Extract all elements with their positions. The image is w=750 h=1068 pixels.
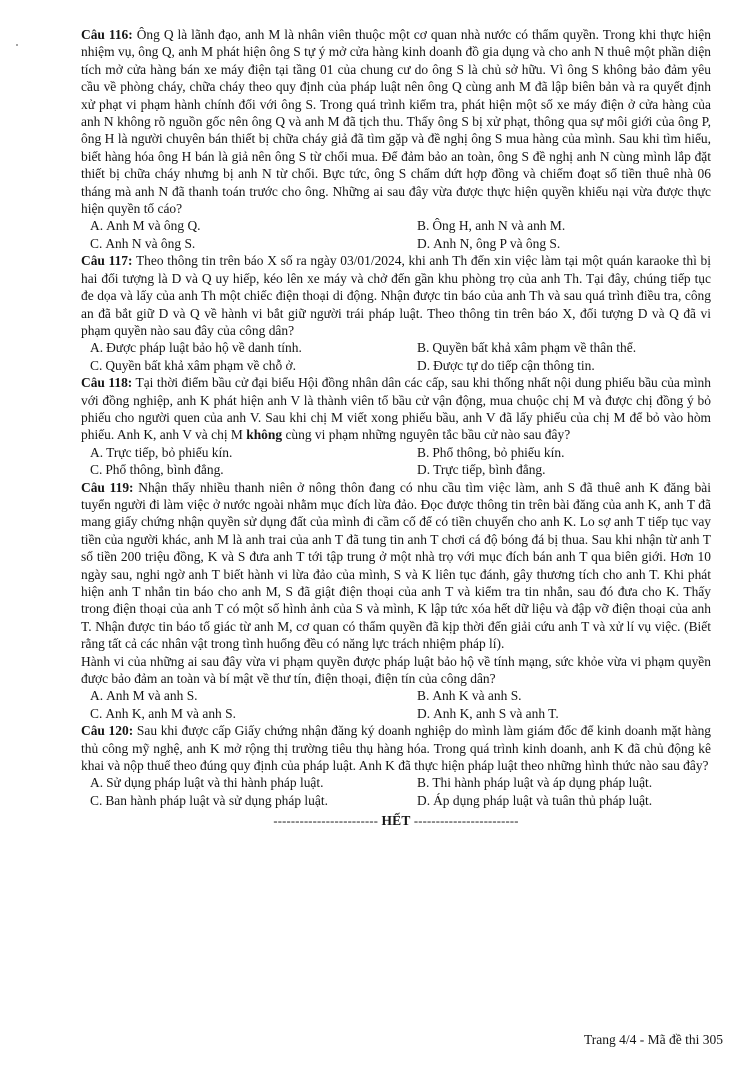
option-b[interactable]	[408, 444, 711, 461]
option-letter: B.	[417, 340, 430, 356]
question-number: Câu 117:	[81, 253, 133, 269]
question-number: Câu 120:	[81, 723, 134, 739]
option-text: Thi hành pháp luật và áp dụng pháp luật.	[432, 775, 653, 791]
option-d[interactable]	[408, 357, 711, 374]
option-letter: A.	[90, 218, 104, 234]
option-text: Áp dụng pháp luật và tuân thủ pháp luật.	[433, 792, 653, 808]
answer-options	[81, 339, 711, 374]
option-c[interactable]	[81, 235, 408, 252]
option-text: Trực tiếp, bình đẳng.	[433, 462, 546, 478]
option-letter: C.	[90, 462, 103, 478]
question-119	[81, 479, 711, 723]
option-letter: B.	[417, 775, 430, 791]
scan-dot	[16, 44, 18, 46]
option-letter: A.	[90, 688, 104, 704]
option-c[interactable]	[81, 357, 408, 374]
option-d[interactable]	[408, 461, 711, 478]
option-letter: D.	[417, 705, 431, 721]
option-text: Anh M và ông Q.	[106, 218, 201, 234]
answer-options	[81, 444, 711, 479]
option-b[interactable]	[408, 687, 711, 704]
end-label: HẾT	[381, 813, 411, 829]
option-a[interactable]	[81, 774, 408, 791]
end-marker	[81, 812, 711, 830]
option-text: Được tự do tiếp cận thông tin.	[433, 357, 595, 373]
option-d[interactable]	[408, 705, 711, 722]
answer-options	[81, 217, 711, 252]
option-letter: A.	[90, 340, 104, 356]
option-a[interactable]	[81, 687, 408, 704]
question-120	[81, 722, 711, 809]
negation-emphasis: không	[246, 427, 283, 443]
option-text: Anh N, ông P và ông S.	[433, 235, 561, 251]
question-text: Ông Q là lãnh đạo, anh M là nhân viên thuộc một cơ quan nhà nước có thẩm quyền. Trong khi thực hiện nhiệm vụ, ông Q, anh M phát hiện ông S tự ý mở cửa hàng kinh doanh đồ gia dụng và cho anh N thuê một phần diện tích mở cửa hàng bán xe máy điện tại tầng 01 của chung cư do ông S là chủ sở hữu. Vì ông S không bảo đảm yêu cầu về phòng cháy, chữa cháy theo quy định của pháp luật nên ông Q cùng anh M đã lập biên bản và ra quyết định xử phạt vi phạm hành chính đối với ông S. Trong quá trình kiểm tra, phát hiện một số xe máy điện ở cửa hàng của anh N không rõ nguồn gốc nên ông Q và anh M đã tịch thu. Thấy ông S bị xử phạt, thông qua sự môi giới của ông P, ông H là người chuyên bán thiết bị chữa cháy giả đã tìm gặp và đề nghị ông S mua hàng của mình. Sau khi tìm hiểu, biết hàng hóa ông H bán là giả nên ông S từ chối mua. Để đảm bảo an toàn, ông S đề nghị anh N cùng mình lắp đặt thiết bị chữa cháy nhưng bị anh N từ chối. Bực tức, ông S chấm dứt hợp đồng và chiếm đoạt số tiền thuê nhà 06 tháng mà anh N đã thanh toán trước cho ông. Những ai sau đây vừa được thực hiện quyền khiếu nại vừa được thực hiện quyền tố cáo?	[81, 27, 711, 217]
option-letter: C.	[90, 357, 103, 373]
question-stem	[81, 252, 711, 339]
option-letter: A.	[90, 775, 104, 791]
question-text-after: cùng vi phạm những nguyên tắc bầu cử nào sau đây?	[285, 427, 571, 443]
option-text: Trực tiếp, bỏ phiếu kín.	[106, 444, 233, 460]
option-d[interactable]	[408, 235, 711, 252]
end-dashes-right: ------------------------	[413, 814, 519, 829]
option-letter: D.	[417, 462, 431, 478]
question-number: Câu 119:	[81, 479, 134, 495]
end-dashes-left: ------------------------	[273, 814, 379, 829]
question-stem	[81, 479, 711, 653]
option-a[interactable]	[81, 339, 408, 356]
option-d[interactable]	[408, 792, 711, 809]
option-text: Ban hành pháp luật và sử dụng pháp luật.	[105, 792, 328, 808]
question-number: Câu 116:	[81, 27, 133, 42]
option-c[interactable]	[81, 792, 408, 809]
option-letter: A.	[90, 444, 104, 460]
option-text: Anh K, anh S và anh T.	[433, 705, 559, 721]
option-text: Ông H, anh N và anh M.	[432, 218, 566, 234]
question-116	[81, 26, 711, 252]
option-letter: B.	[417, 688, 430, 704]
option-letter: B.	[417, 218, 430, 234]
option-letter: D.	[417, 792, 431, 808]
option-letter: C.	[90, 705, 103, 721]
option-b[interactable]	[408, 339, 711, 356]
option-letter: D.	[417, 235, 431, 251]
option-a[interactable]	[81, 217, 408, 234]
option-text: Anh K và anh S.	[432, 688, 522, 704]
question-stem	[81, 26, 711, 217]
question-number: Câu 118:	[81, 375, 133, 391]
question-text: Nhận thấy nhiều thanh niên ở nông thôn đang có nhu cầu tìm việc làm, anh S đã thuê anh K đăng bài tuyển người đi làm việc ở nước ngoài nhằm mục đích lừa đảo. Đọc được thông tin trên bài đăng của anh K, anh T đã mang giấy chứng nhận quyền sử dụng đất của mình đi cầm cố để có tiền chuyển cho anh K. Lo sợ anh T tiếp tục vay tiền của người khác, anh M là anh trai của anh T đã tung tin anh T chơi cá độ bóng đá bị thua. Sau khi nhận từ anh T số tiền 200 triệu đồng, K và S đưa anh T tới tập trung ở một nhà trọ với mục đích bán anh T qua biên giới. Hơn 10 ngày sau, nghi ngờ anh T biết hành vi lừa đảo của mình, S và K liên tục đánh, gây thương tích cho anh T. Khi phát hiện anh T nhắn tin báo cho anh M, S đã giật điện thoại của anh T và kiểm tra tin nhắn, sau đó đưa cho K. Thấy trong điện thoại của anh T có một số hình ảnh của S và mình, K lập tức xóa hết dữ liệu và đập vỡ điện thoại của anh T. Nhận được tin báo tố giác từ anh M, cơ quan có thẩm quyền đã kịp thời đến giải cứu anh T và xử lí vụ việc. (Biết rằng tất cả các nhân vật trong tình huống đều có năng lực trách nhiệm pháp lí).	[81, 479, 711, 652]
option-text: Được pháp luật bảo hộ về danh tính.	[106, 340, 302, 356]
option-b[interactable]	[408, 217, 711, 234]
question-117	[81, 252, 711, 374]
answer-options	[81, 774, 711, 809]
option-text: Phổ thông, bình đẳng.	[105, 462, 224, 478]
question-text: Theo thông tin trên báo X số ra ngày 03/01/2024, khi anh Th đến xin việc làm tại một quán karaoke thì bị hai đối tượng là D và Q uy hiếp, kéo lên xe máy và chở đến gần khu phòng trọ của anh Th. Tại đây, chúng tiếp tục đe dọa và lấy của anh Th một chiếc điện thoại di động. Nhận được tin báo của anh Th và sau quá trình điều tra, công an đã bắt giữ D và Q về hành vi bắt giữ người trái pháp luật. Theo thông tin trên báo X, đối tượng D và Q đã vi phạm quyền nào sau đây của công dân?	[81, 253, 711, 338]
option-text: Quyền bất khả xâm phạm về chỗ ở.	[105, 357, 297, 373]
question-118	[81, 374, 711, 478]
question-stem	[81, 722, 711, 774]
question-stem	[81, 374, 711, 444]
option-letter: B.	[417, 444, 430, 460]
option-text: Anh N và ông S.	[105, 235, 196, 251]
option-letter: C.	[90, 235, 103, 251]
option-c[interactable]	[81, 461, 408, 478]
option-text: Anh M và anh S.	[106, 688, 198, 704]
question-text-before: Tại thời điểm bầu cử đại biểu Hội đồng nhân dân các cấp, sau khi thống nhất nội dung phiếu bầu của mình với đồng nghiệp, anh K phát hiện anh V là thành viên tổ bầu cử vận động, mua chuộc chị M và được chị đồng ý bỏ phiếu cho người quen của anh V. Sau khi chị M viết xong phiếu bầu, anh V đã lấy phiếu của chị M để bỏ vào hòm phiếu. Anh K, anh V và chị M	[81, 375, 711, 443]
question-prompt: Hành vi của những ai sau đây vừa vi phạm quyền được pháp luật bảo hộ về tính mạng, sức khỏe vừa vi phạm quyền được bảo đảm an toàn và bí mật về thư tín, điện thoại, điện tín của công dân?	[81, 653, 711, 687]
option-c[interactable]	[81, 705, 408, 722]
option-text: Anh K, anh M và anh S.	[105, 705, 236, 721]
option-letter: C.	[90, 792, 103, 808]
exam-page	[81, 26, 711, 831]
option-text: Sử dụng pháp luật và thi hành pháp luật.	[106, 775, 324, 791]
option-letter: D.	[417, 357, 431, 373]
answer-options	[81, 687, 711, 722]
question-text: Sau khi được cấp Giấy chứng nhận đăng ký doanh nghiệp do mình làm giám đốc để kinh doanh mặt hàng thủ công mỹ nghệ, anh K mở rộng thị trường tiêu thụ hàng hóa. Trong quá trình kinh doanh, anh K đã chủ động kê khai và nộp thuế theo đúng quy định của pháp luật. Anh K đã thực hiện pháp luật theo những hình thức nào sau đây?	[81, 723, 712, 774]
page-footer: Trang 4/4 - Mã đề thi 305	[584, 1032, 723, 1047]
option-text: Quyền bất khả xâm phạm về thân thể.	[432, 340, 637, 356]
option-a[interactable]	[81, 444, 408, 461]
option-b[interactable]	[408, 774, 711, 791]
option-text: Phổ thông, bỏ phiếu kín.	[432, 444, 565, 460]
